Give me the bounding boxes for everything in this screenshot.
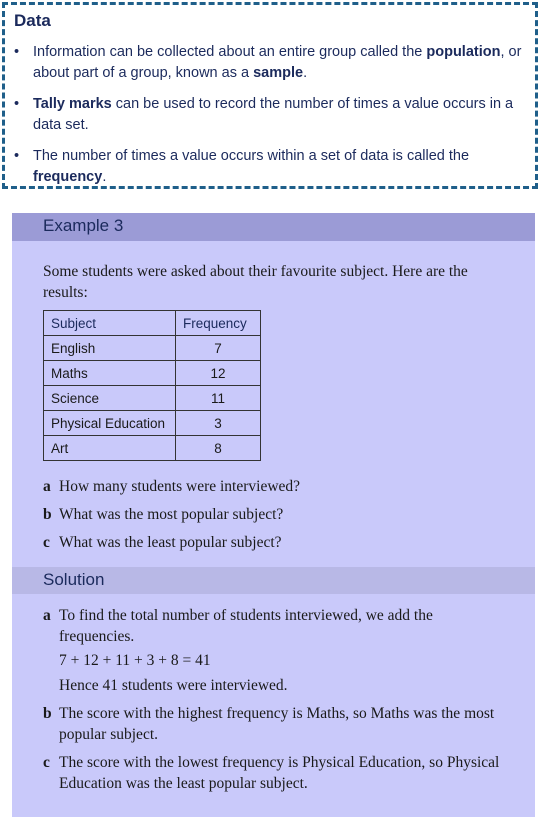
- question-text: What was the least popular subject?: [59, 534, 282, 551]
- item-text: .: [102, 169, 107, 185]
- table-header-row: [44, 311, 261, 336]
- table-cell-subject: Art: [44, 436, 176, 461]
- table-header-subject: Subject: [44, 311, 176, 336]
- table-row: [44, 411, 261, 436]
- solution-header: [12, 567, 535, 594]
- frequency-table: [43, 310, 261, 461]
- solution-letter: c: [43, 754, 50, 771]
- table-cell-subject: English: [44, 336, 176, 361]
- table-cell-frequency: 3: [176, 411, 261, 436]
- item-text: can be used to record the number of times a value occurs in a data set.: [33, 96, 514, 133]
- question-letter: c: [43, 534, 50, 551]
- table-header-frequency: Frequency: [176, 311, 261, 336]
- solution-title: Solution: [43, 570, 105, 589]
- bullet-icon: •: [14, 148, 20, 164]
- solution-text: The score with the highest frequency is Maths, so Maths was the most popular subject.: [59, 705, 495, 743]
- term-frequency: frequency: [33, 169, 103, 185]
- term-population: population: [426, 44, 501, 60]
- question-text: What was the most popular subject?: [59, 506, 284, 523]
- term-sample: sample: [253, 65, 304, 81]
- data-title: Data: [14, 11, 51, 30]
- solution-sum: 7 + 12 + 11 + 3 + 8 = 41: [59, 652, 211, 669]
- question-letter: a: [43, 478, 51, 495]
- bullet-icon: •: [14, 44, 20, 60]
- bullet-icon: •: [14, 96, 20, 112]
- table-cell-frequency: 11: [176, 386, 261, 411]
- table-row: [44, 386, 261, 411]
- solution-text: The score with the lowest frequency is Physical Education, so Physical Education was the least popular subject.: [59, 754, 500, 792]
- example-header: [12, 213, 535, 241]
- question-letter: b: [43, 506, 52, 523]
- table-cell-subject: Physical Education: [44, 411, 176, 436]
- example-panel: [12, 213, 535, 817]
- example-title: Example 3: [43, 216, 124, 235]
- item-text: Information can be collected about an entire group called the: [33, 44, 423, 60]
- question-text: How many students were interviewed?: [59, 478, 301, 495]
- item-text: , or about part of a group, known as a: [33, 44, 522, 81]
- solution-letter: a: [43, 607, 51, 624]
- table-cell-subject: Maths: [44, 361, 176, 386]
- table-row: [44, 336, 261, 361]
- data-bullet-item: [14, 146, 524, 188]
- table-row: [44, 436, 261, 461]
- data-bullet-item: [14, 42, 524, 84]
- data-bullet-list: [14, 42, 524, 198]
- table-cell-frequency: 8: [176, 436, 261, 461]
- item-text: .: [303, 65, 308, 81]
- solution-text: To find the total number of students interviewed, we add the frequencies.: [59, 607, 433, 645]
- item-text: The number of times a value occurs within a set of data is called the: [33, 148, 470, 164]
- table-cell-frequency: 12: [176, 361, 261, 386]
- table-row: [44, 361, 261, 386]
- term-tally-marks: Tally marks: [33, 96, 112, 112]
- example-intro: Some students were asked about their favourite subject. Here are the results:: [43, 263, 468, 301]
- table-cell-subject: Science: [44, 386, 176, 411]
- table-cell-frequency: 7: [176, 336, 261, 361]
- data-info-box: [2, 2, 538, 189]
- solution-letter: b: [43, 705, 52, 722]
- data-bullet-item: [14, 94, 524, 136]
- solution-conclusion: Hence 41 students were interviewed.: [59, 677, 288, 694]
